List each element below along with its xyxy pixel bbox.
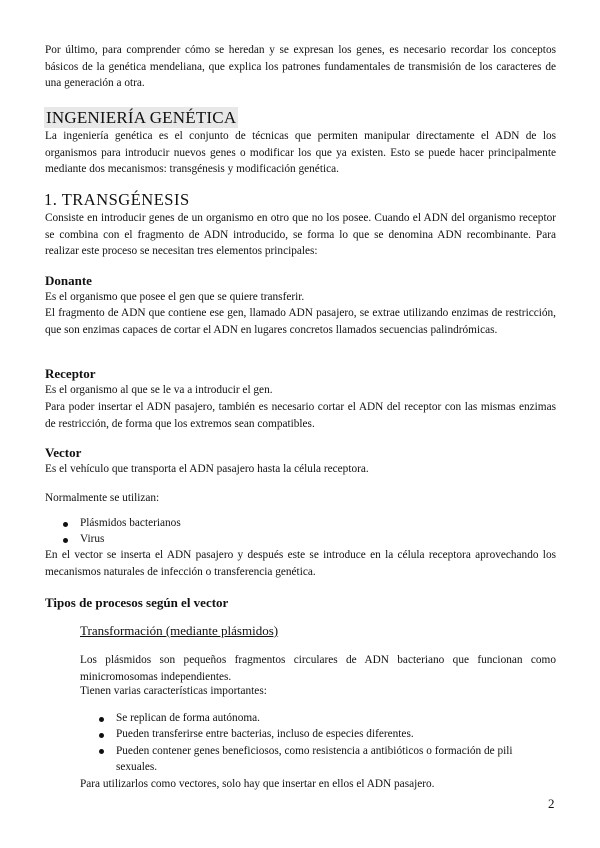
transformacion-line-1: Los plásmidos son pequeños fragmentos circulares de ADN bacteriano que funcionan como minicromosomas independientes. bbox=[80, 654, 556, 683]
page-number: 2 bbox=[548, 796, 555, 811]
list-item: Virus bbox=[80, 533, 105, 545]
bullet-icon bbox=[63, 522, 68, 527]
donante-line-1: Es el organismo que posee el gen que se quiere transferir. bbox=[45, 291, 305, 303]
subsection-paragraph: Consiste en introducir genes de un organismo en otro que no los posee. Cuando el ADN del organismo receptor se combina con el fragmento de ADN introducido, se forma lo que se denomina ADN recombinante. Para realizar este proceso se necesitan tres elementos principales: bbox=[45, 212, 556, 257]
bullet-icon bbox=[63, 538, 68, 543]
vector-line-2: Normalmente se utilizan: bbox=[45, 492, 160, 504]
bullet-icon bbox=[99, 717, 104, 722]
bullet-icon bbox=[99, 749, 104, 754]
transformacion-line-3: Para utilizarlos como vectores, solo hay que insertar en ellos el ADN pasajero. bbox=[80, 778, 435, 790]
subsection-title: 1. TRANSGÉNESIS bbox=[44, 190, 190, 209]
list-item: Se replican de forma autónoma. bbox=[116, 712, 260, 724]
vector-heading: Vector bbox=[45, 445, 82, 460]
donante-line-2: El fragmento de ADN que contiene ese gen, llamado ADN pasajero, se extrae utilizando enzimas de restricción, que son enzimas capaces de cortar el ADN en lugares concretos llamados secuencias palindrómicas. bbox=[45, 307, 556, 336]
receptor-line-2: Para poder insertar el ADN pasajero, también es necesario cortar el ADN del receptor con las mismas enzimas de restricción, de forma que los extremos sean compatibles. bbox=[45, 401, 556, 430]
list-item: Pueden transferirse entre bacterias, incluso de especies diferentes. bbox=[116, 728, 414, 740]
list-item: Plásmidos bacterianos bbox=[80, 517, 181, 529]
vector-line-1: Es el vehículo que transporta el ADN pasajero hasta la célula receptora. bbox=[45, 463, 369, 475]
list-item: Pueden contener genes beneficiosos, como resistencia a antibióticos o formación de pili sexuales. bbox=[116, 745, 513, 773]
intro-paragraph: Por último, para comprender cómo se heredan y se expresan los genes, es necesario recordar los conceptos básicos de la genética mendeliana, que explica los patrones fundamentales de transmisión de los caracteres de una generación a otra. bbox=[45, 44, 556, 89]
section-paragraph: La ingeniería genética es el conjunto de técnicas que permiten manipular directamente el ADN de los organismos para introducir nuevos genes o modificar los que ya existen. Esto se puede hacer principalmente mediante dos mecanismos: transgénesis y modificación genética. bbox=[45, 130, 556, 175]
receptor-heading: Receptor bbox=[45, 366, 96, 381]
receptor-line-1: Es el organismo al que se le va a introducir el gen. bbox=[45, 384, 273, 396]
section-title: INGENIERÍA GENÉTICA bbox=[46, 108, 237, 127]
vector-line-3: En el vector se inserta el ADN pasajero y después este se introduce en la célula receptora aprovechando los mecanismos naturales de infección o transferencia genética. bbox=[45, 549, 556, 578]
donante-heading: Donante bbox=[45, 273, 92, 288]
transformacion-heading: Transformación (mediante plásmidos) bbox=[80, 623, 279, 638]
transformacion-line-2: Tienen varias características importantes: bbox=[80, 685, 267, 697]
tipos-heading: Tipos de procesos según el vector bbox=[45, 595, 229, 610]
bullet-icon bbox=[99, 733, 104, 738]
